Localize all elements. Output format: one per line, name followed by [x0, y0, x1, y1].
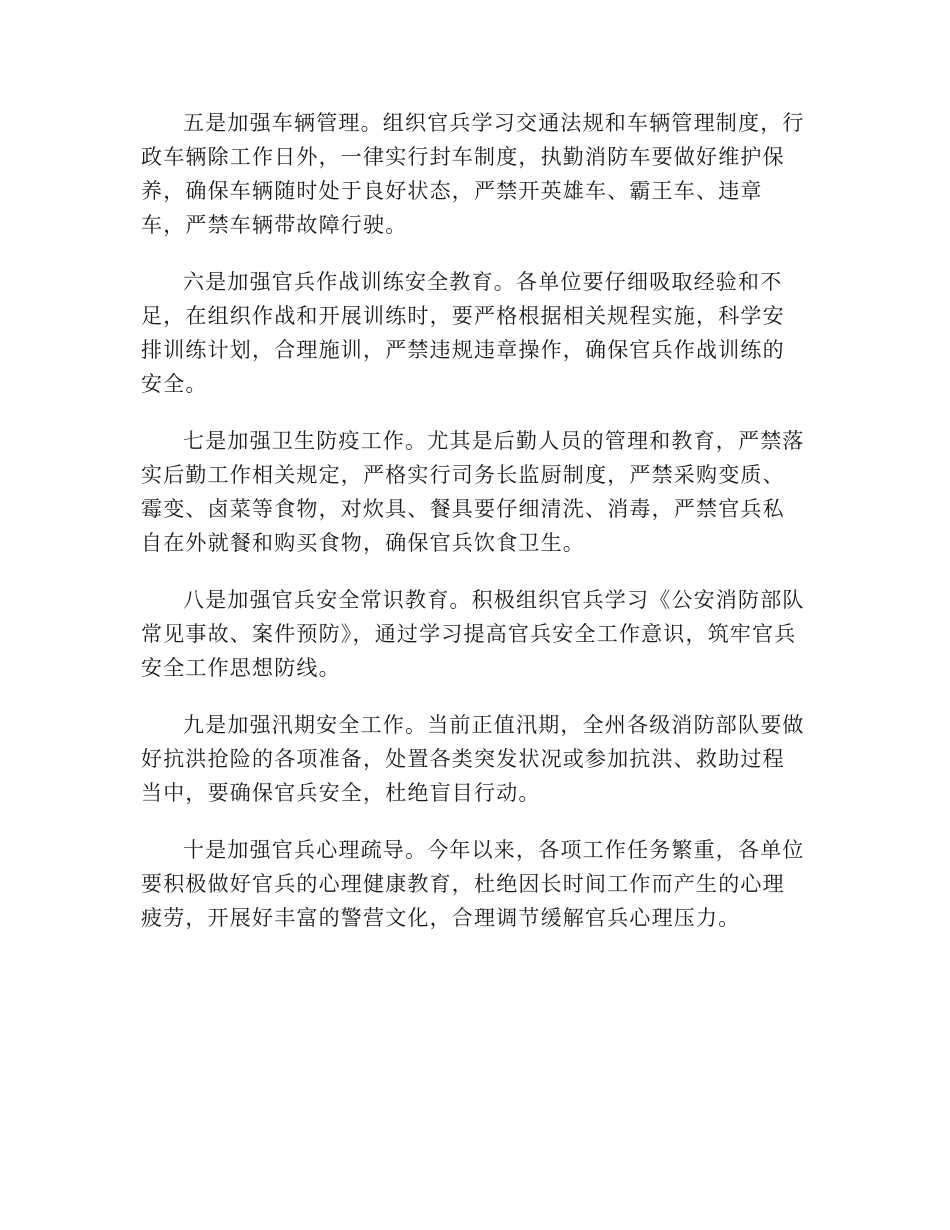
- paragraph-flood-season: 九是加强汛期安全工作。当前正值汛期，全州各级消防部队要做好抗洪抢险的各项准备，处置各类突发状况或参加抗洪、救助过程当中，要确保官兵安全，杜绝盲目行动。: [141, 713, 805, 805]
- paragraph-training-safety: 六是加强官兵作战训练安全教育。各单位要仔细吸取经验和不足，在组织作战和开展训练时，要严格根据相关规程实施，科学安排训练计划，合理施训，严禁违规违章操作，确保官兵作战训练的安全。: [141, 270, 785, 396]
- paragraph-hygiene-epidemic: 七是加强卫生防疫工作。尤其是后勤人员的管理和教育，严禁落实后勤工作相关规定，严格实行司务长监厨制度，严禁采购变质、霉变、卤菜等食物，对炊具、餐具要仔细清洗、消毒，严禁官兵私自在外就餐和购买食物，确保官兵饮食卫生。: [141, 429, 805, 555]
- paragraph-vehicle-management: 五是加强车辆管理。组织官兵学习交通法规和车辆管理制度，行政车辆除工作日外，一律实行封车制度，执勤消防车要做好维护保养，确保车辆随时处于良好状态，严禁开英雄车、霸王车、违章车，严禁车辆带故障行驶。: [141, 111, 805, 237]
- document-body: [141, 106, 806, 958]
- paragraph-psychological-counseling: 十是加强官兵心理疏导。今年以来，各项工作任务繁重，各单位要积极做好官兵的心理健康教育，杜绝因长时间工作而产生的心理疲劳，开展好丰富的警营文化，合理调节缓解官兵心理压力。: [141, 838, 805, 930]
- paragraph-safety-knowledge: 八是加强官兵安全常识教育。积极组织官兵学习《公安消防部队常见事故、案件预防》，通过学习提高官兵安全工作意识，筑牢官兵安全工作思想防线。: [141, 588, 805, 680]
